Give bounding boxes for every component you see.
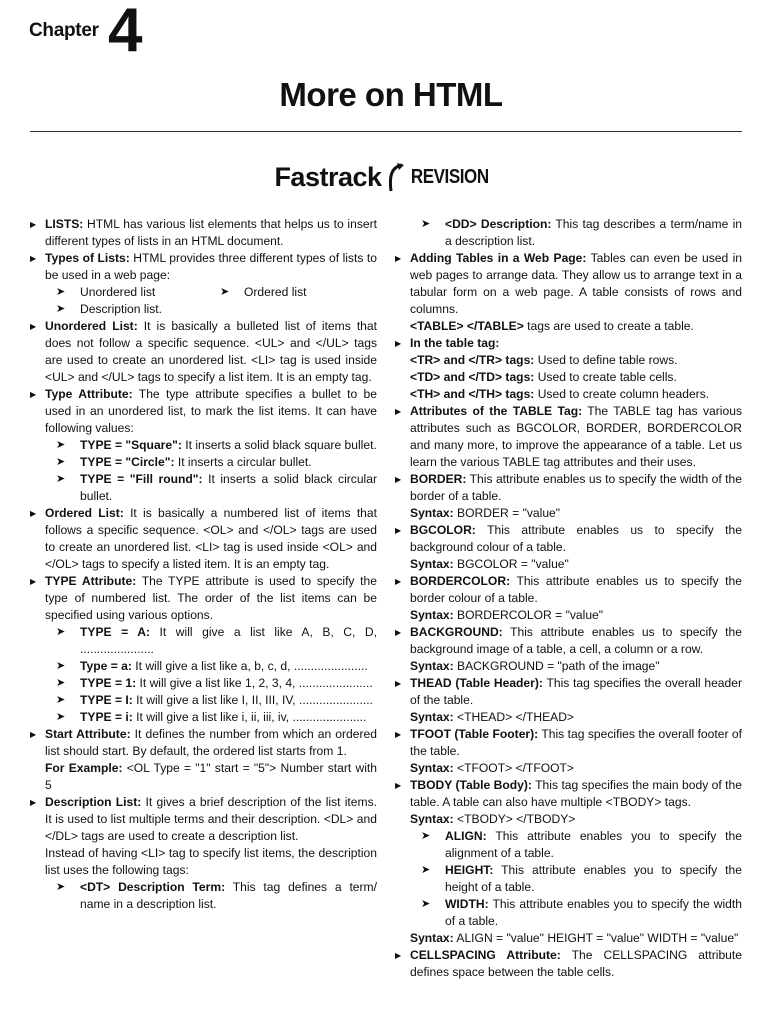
list-types-row <box>29 284 377 301</box>
list-item: ▶ BACKGROUND: This attribute enables us to specify the background image of a table, a cell, a column or a row. <box>394 624 742 658</box>
paragraph: <TABLE> </TABLE> tags are used to create a table. <box>410 319 694 333</box>
page-title: More on HTML <box>279 76 503 113</box>
chapter-label: Chapter <box>29 20 99 41</box>
sub-item: ➤ TYPE = I: It will give a list like I, II, III, IV, ...................... <box>29 692 377 709</box>
paragraph: Instead of having <LI> tag to specify list items, the description list uses the following tags: <box>45 846 377 877</box>
list-item: ▶ BORDER: This attribute enables us to specify the width of the border of a table. <box>394 471 742 505</box>
sub-item: ➤ ALIGN: This attribute enables you to specify the alignment of a table. <box>394 828 742 862</box>
title-divider <box>30 131 742 132</box>
example-line: For Example: <OL Type = "1" start = "5"> Number start with 5 <box>45 761 377 792</box>
paragraph: <TR> and </TR> tags: Used to define table rows. <box>410 353 678 367</box>
list-item: ▶ TYPE Attribute: The TYPE attribute is used to specify the type of numbered list. The order of the list items can be specified using various options. <box>29 573 377 624</box>
sub-item: ➤ Unordered list <box>29 284 220 301</box>
list-item: ▶ Start Attribute: It defines the number from which an ordered list should start. By default, the ordered list starts from 1. <box>29 726 377 760</box>
list-item: ▶ Type Attribute: The type attribute specifies a bullet to be used in an unordered list, to mark the list items. It can have following values: <box>29 386 377 437</box>
list-item: ▶ BGCOLOR: This attribute enables us to specify the background colour of a table. <box>394 522 742 556</box>
sub-item: ➤ Ordered list <box>220 284 307 301</box>
syntax-line: Syntax: ALIGN = "value" HEIGHT = "value" WIDTH = "value" <box>410 931 739 945</box>
sub-item: ➤ TYPE = "Circle": It inserts a circular bullet. <box>29 454 377 471</box>
syntax-line: Syntax: <TBODY> </TBODY> <box>410 812 576 826</box>
sub-item: ➤ Description list. <box>29 301 377 318</box>
list-item: ▶ BORDERCOLOR: This attribute enables us to specify the border colour of a table. <box>394 573 742 607</box>
list-item: ▶ THEAD (Table Header): This tag specifies the overall header of the table. <box>394 675 742 709</box>
sub-item: ➤ TYPE = "Square": It inserts a solid black square bullet. <box>29 437 377 454</box>
list-item: ▶ Unordered List: It is basically a bulleted list of items that does not follow a specific sequence. <UL> and </UL> tags are used to create an unordered list. <LI> tag is used inside <UL> and </UL> tags to specify a list item. It is an empty tag. <box>29 318 377 386</box>
paragraph: <TD> and </TD> tags: Used to create table cells. <box>410 370 677 384</box>
list-item: ▶ Description List: It gives a brief description of the list items. It is used to list multiple terms and their description. <DL> and </DL> tags are used to create a description list. <box>29 794 377 845</box>
list-item: ▶ Types of Lists: HTML provides three different types of lists to be used in a web page: <box>29 250 377 284</box>
list-item: ▶ Attributes of the TABLE Tag: The TABLE tag has various attributes such as BGCOLOR, BORDER, BORDERCOLOR and many more, to improve the appearance of a table. Let us learn the various TABLE tag attributes and their uses. <box>394 403 742 471</box>
syntax-line: Syntax: BACKGROUND = "path of the image" <box>410 659 660 673</box>
sub-item: ➤ <DT> Description Term: This tag defines a term/ name in a description list. <box>29 879 377 913</box>
sub-item: ➤ HEIGHT: This attribute enables you to specify the height of a table. <box>394 862 742 896</box>
banner-left: Fastrack <box>274 162 382 192</box>
sub-item: ➤ <DD> Description: This tag describes a term/name in a description list. <box>394 216 742 250</box>
fastrack-banner <box>0 162 768 202</box>
sub-item: ➤ Type = a: It will give a list like a, b, c, d, ...................... <box>29 658 377 675</box>
list-item: ▶ TFOOT (Table Footer): This tag specifies the overall footer of the table. <box>394 726 742 760</box>
chapter-number: 4 <box>108 0 141 65</box>
sub-item: ➤ WIDTH: This attribute enables you to specify the width of a table. <box>394 896 742 930</box>
syntax-line: Syntax: BGCOLOR = "value" <box>410 557 569 571</box>
sub-item: ➤ TYPE = i: It will give a list like i, ii, iii, iv, ...................... <box>29 709 377 726</box>
sub-item: ➤ TYPE = "Fill round": It inserts a solid black circular bullet. <box>29 471 377 505</box>
left-column <box>29 216 377 913</box>
sub-item: ➤ TYPE = A: It will give a list like A, B, C, D, ...................... <box>29 624 377 658</box>
syntax-line: Syntax: BORDERCOLOR = "value" <box>410 608 604 622</box>
list-item: ▶ Adding Tables in a Web Page: Tables can even be used in web pages to arrange data. They allow us to arrange text in a tabular form on a web page. A table consists of rows and columns. <box>394 250 742 318</box>
list-item: ▶ TBODY (Table Body): This tag specifies the main body of the table. A table can also have multiple <TBODY> tags. <box>394 777 742 811</box>
syntax-line: Syntax: <THEAD> </THEAD> <box>410 710 574 724</box>
revision-arrow-icon <box>388 163 404 193</box>
paragraph: <TH> and </TH> tags: Used to create column headers. <box>410 387 710 401</box>
list-item: ▶ Ordered List: It is basically a numbered list of items that follows a specific sequence. <OL> and </OL> tags are used to create an unordered list. <LI> tag is used inside <OL> and </OL> tags to specify a listed item. It is an empty tag. <box>29 505 377 573</box>
banner-right: REVISION <box>410 166 489 188</box>
list-item: ▶ CELLSPACING Attribute: The CELLSPACING attribute defines space between the table cells. <box>394 947 742 981</box>
syntax-line: Syntax: <TFOOT> </TFOOT> <box>410 761 574 775</box>
list-item: ▶ In the table tag: <box>394 335 742 352</box>
syntax-line: Syntax: BORDER = "value" <box>410 506 561 520</box>
list-item: ▶ LISTS: HTML has various list elements that helps us to insert different types of lists in an HTML document. <box>29 216 377 250</box>
right-column <box>394 216 742 981</box>
sub-item: ➤ TYPE = 1: It will give a list like 1, 2, 3, 4, ...................... <box>29 675 377 692</box>
